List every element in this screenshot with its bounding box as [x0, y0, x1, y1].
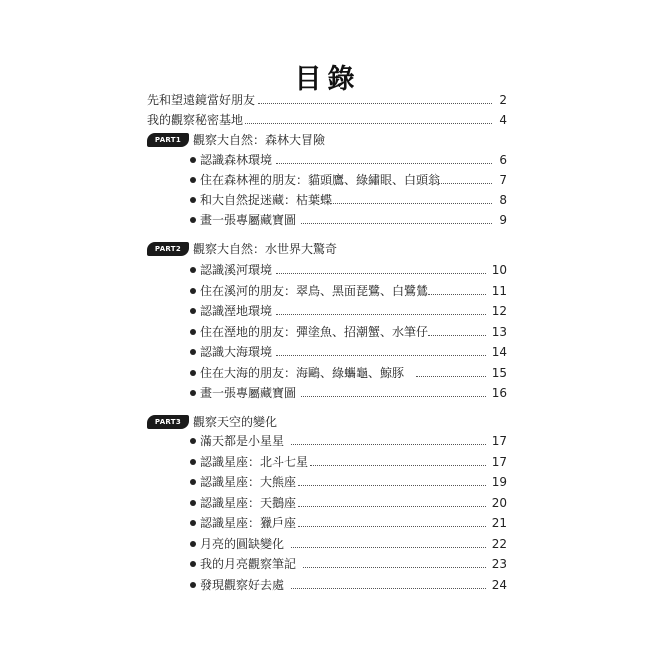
part-badge: PART1 [147, 133, 189, 147]
toc-entry-page: 9 [499, 213, 507, 227]
toc-entry-label: 和大自然捉迷藏：枯葉蝶 [200, 193, 333, 207]
toc-entry-label: 住在溪河的朋友：翠鳥、黑面琵鷺、白鷺鷥 [200, 284, 429, 298]
bullet-icon [190, 500, 196, 506]
toc-entry-page: 4 [499, 113, 507, 127]
leader-dots [301, 396, 486, 397]
toc-entry [0, 494, 655, 512]
toc-entry-page: 16 [491, 386, 507, 400]
toc-entry [0, 282, 655, 300]
bullet-icon [190, 157, 196, 163]
leader-dots [276, 163, 492, 164]
bullet-icon [190, 479, 196, 485]
page-title: 目錄 [294, 64, 361, 95]
toc-entry-label: 認識星座：獵戶座 [200, 516, 297, 530]
toc-entry-page: 7 [499, 173, 507, 187]
toc-entry-page: 17 [491, 455, 507, 469]
toc-entry [0, 576, 655, 594]
toc-entry-label: 認識大海環境 [200, 345, 273, 359]
bullet-icon [190, 438, 196, 444]
toc-entry-page: 11 [491, 284, 507, 298]
toc-entry-label: 我的觀察秘密基地 [147, 113, 244, 127]
toc-entry-page: 24 [491, 578, 507, 592]
toc-entry-page: 15 [491, 366, 507, 380]
toc-entry [0, 514, 655, 532]
part-title: 觀察天空的變化 [193, 415, 278, 429]
toc-entry-page: 2 [499, 93, 507, 107]
bullet-icon [190, 217, 196, 223]
toc-entry-label: 先和望遠鏡當好朋友 [147, 93, 256, 107]
toc-entry [0, 432, 655, 450]
leader-dots [298, 485, 486, 486]
leader-dots [310, 465, 486, 466]
leader-dots [298, 506, 486, 507]
toc-entry-label: 住在大海的朋友：海鷗、綠蠵龜、鯨豚 [200, 366, 405, 380]
toc-entry [0, 111, 655, 129]
toc-entry-page: 21 [491, 516, 507, 530]
toc-entry-page: 14 [491, 345, 507, 359]
toc-entry [0, 535, 655, 553]
toc-entry-label: 認識星座：天鵝座 [200, 496, 297, 510]
toc-entry-label: 住在溼地的朋友：彈塗魚、招潮蟹、水筆仔 [200, 325, 429, 339]
bullet-icon [190, 288, 196, 294]
toc-entry-page: 17 [491, 434, 507, 448]
bullet-icon [190, 267, 196, 273]
toc-entry-label: 滿天都是小星星 [200, 434, 285, 448]
bullet-icon [190, 329, 196, 335]
leader-dots [291, 588, 486, 589]
bullet-icon [190, 197, 196, 203]
leader-dots [276, 273, 486, 274]
toc-entry [0, 453, 655, 471]
bullet-icon [190, 582, 196, 588]
bullet-icon [190, 459, 196, 465]
toc-entry-label: 認識溼地環境 [200, 304, 273, 318]
toc-entry-page: 6 [499, 153, 507, 167]
leader-dots [298, 526, 486, 527]
toc-entry [0, 343, 655, 361]
leader-dots [276, 314, 486, 315]
toc-entry-label: 住在森林裡的朋友：貓頭鷹、綠繡眼、白頭翁 [200, 173, 441, 187]
toc-entry-label: 我的月亮觀察筆記 [200, 557, 297, 571]
part-title: 觀察大自然：水世界大驚奇 [193, 242, 338, 256]
toc-entry-label: 月亮的圓缺變化 [200, 537, 285, 551]
bullet-icon [190, 349, 196, 355]
leader-dots [245, 123, 492, 124]
part-title: 觀察大自然：森林大冒險 [193, 133, 326, 147]
toc-entry [0, 211, 655, 229]
toc-entry-page: 20 [491, 496, 507, 510]
part-badge: PART2 [147, 242, 189, 256]
leader-dots [301, 223, 492, 224]
part-badge: PART3 [147, 415, 189, 429]
toc-entry-label: 認識溪河環境 [200, 263, 273, 277]
toc-entry [0, 384, 655, 402]
bullet-icon [190, 541, 196, 547]
bullet-icon [190, 390, 196, 396]
toc-entry [0, 323, 655, 341]
leader-dots [416, 376, 486, 377]
leader-dots [258, 103, 492, 104]
leader-dots [276, 355, 486, 356]
toc-entry-label: 認識星座：大熊座 [200, 475, 297, 489]
toc-entry [0, 473, 655, 491]
toc-entry-label: 認識森林環境 [200, 153, 273, 167]
toc-entry [0, 555, 655, 573]
toc-entry [0, 302, 655, 320]
toc-entry-page: 8 [499, 193, 507, 207]
bullet-icon [190, 308, 196, 314]
toc-entry-page: 10 [491, 263, 507, 277]
bullet-icon [190, 370, 196, 376]
toc-entry [0, 171, 655, 189]
bullet-icon [190, 561, 196, 567]
toc-entry [0, 364, 655, 382]
leader-dots [330, 203, 492, 204]
toc-entry-page: 13 [491, 325, 507, 339]
toc-entry-label: 畫一張專屬藏寶圖 [200, 213, 297, 227]
bullet-icon [190, 520, 196, 526]
leader-dots [303, 567, 486, 568]
toc-entry [0, 91, 655, 109]
leader-dots [291, 547, 486, 548]
toc-entry-page: 23 [491, 557, 507, 571]
bullet-icon [190, 177, 196, 183]
toc-entry [0, 261, 655, 279]
toc-entry-label: 發現觀察好去處 [200, 578, 285, 592]
toc-entry-page: 12 [491, 304, 507, 318]
toc-entry-page: 22 [491, 537, 507, 551]
leader-dots [291, 444, 486, 445]
toc-entry-label: 認識星座：北斗七星 [200, 455, 309, 469]
toc-entry-page: 19 [491, 475, 507, 489]
toc-entry [0, 191, 655, 209]
toc-entry [0, 151, 655, 169]
toc-entry-label: 畫一張專屬藏寶圖 [200, 386, 297, 400]
